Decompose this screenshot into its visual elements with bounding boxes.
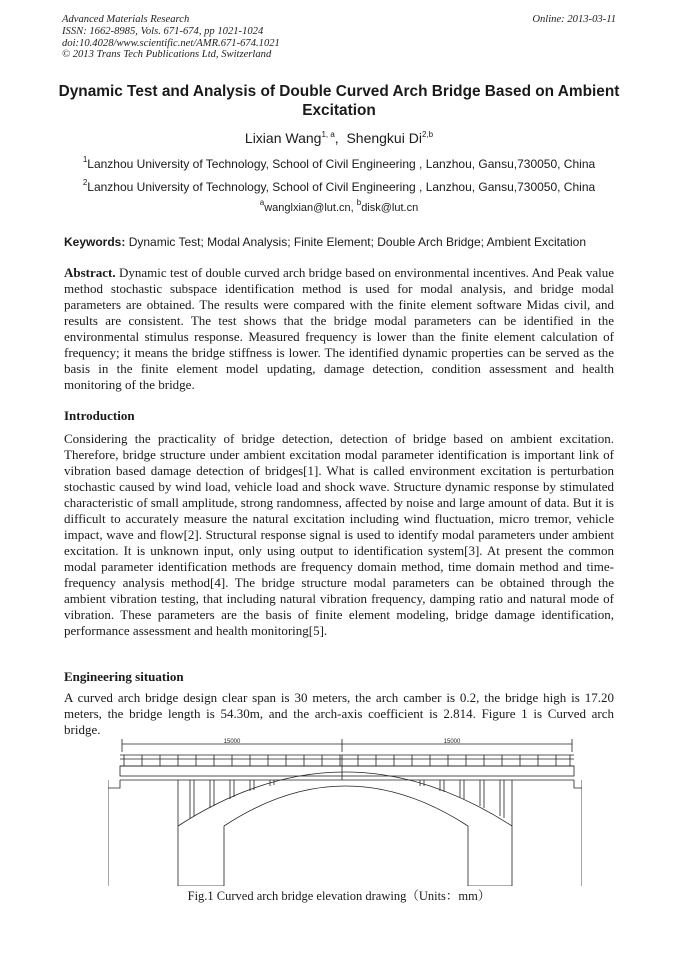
abstract-label: Abstract.: [64, 265, 116, 280]
abstract-text: Dynamic test of double curved arch bridge based on environmental incentives. And Peak value method stochastic subspace identification method is used for modal analysis, and bridge modal parameters are obtained. The results were compared with the finite element software Midas civil, and results are consistent. The test shows that the bridge modal parameters can be identified in the environmental stimulus response. Measured frequency is lower than the finite element calculation of frequency; it means the bridge stiffness is lower. The identified dynamic properties can be served as the basis in the finite element model updating, damage detection, condition assessment and health monitoring of the bridge.: [64, 265, 614, 392]
affiliation-1: [0, 157, 678, 171]
email-sup: b: [356, 198, 362, 207]
journal-header: [62, 14, 280, 61]
email-line: [0, 198, 678, 215]
keywords-line: [64, 235, 620, 249]
abstract: [64, 265, 614, 393]
right-abutment-top: [574, 780, 582, 788]
copyright-line: © 2013 Trans Tech Publications Ltd, Switzerland: [62, 49, 272, 61]
journal-name: Advanced Materials Research: [62, 14, 190, 25]
bridge-elevation-drawing: [108, 738, 582, 886]
author-name: Shengkui Di: [346, 130, 422, 146]
dimension-label-left: 15000: [223, 739, 241, 745]
arch-intrados: [224, 786, 468, 826]
author-list: [0, 129, 678, 147]
paper-title: Dynamic Test and Analysis of Double Curved Arch Bridge Based on Ambient Excitation: [58, 83, 620, 119]
bridge-deck: [120, 766, 574, 776]
online-date: Online: 2013-03-11: [532, 14, 616, 25]
email-address[interactable]: wanglxian@lut.cn,: [264, 202, 357, 214]
section-heading-engineering: Engineering situation: [64, 669, 184, 684]
affiliation-2: [0, 180, 678, 194]
section-body-engineering: A curved arch bridge design clear span is 30 meters, the arch camber is 0.2, the bridge high is 17.20 meters, the bridge length is 54.30m, and the arch-axis coefficient is 2.814. Figure 1 is Curved arch bridge.: [64, 690, 614, 737]
figure-caption: Fig.1 Curved arch bridge elevation drawing（Units：mm）: [187, 889, 491, 903]
affiliation-text: Lanzhou University of Technology, School of Civil Engineering , Lanzhou, Gansu,730050, China: [87, 180, 596, 194]
affiliation-sup: 2: [82, 178, 88, 187]
author-sup: 2,b: [421, 130, 434, 139]
affiliation-text: Lanzhou University of Technology, School of Civil Engineering , Lanzhou, Gansu,730050, China: [87, 157, 596, 171]
email-sup: a: [259, 198, 265, 207]
keywords-text: Dynamic Test; Modal Analysis; Finite Element; Double Arch Bridge; Ambient Excitation: [128, 235, 587, 249]
right-pier: [468, 780, 512, 886]
left-abutment-top: [108, 780, 120, 788]
left-pier: [178, 780, 224, 886]
keywords-label: Keywords:: [64, 235, 126, 249]
section-heading-introduction: Introduction: [64, 408, 135, 423]
email-address[interactable]: disk@lut.cn: [361, 202, 419, 214]
author-name: Lixian Wang: [244, 130, 322, 146]
doi-line: doi:10.4028/www.scientific.net/AMR.671-674.1021: [62, 37, 280, 49]
affiliation-sup: 1: [82, 155, 88, 164]
author-separator: ,: [334, 130, 347, 146]
issn-line: ISSN: 1662-8985, Vols. 671-674, pp 1021-1024: [62, 25, 264, 37]
railing-posts: [124, 755, 570, 766]
author-sup: 1, a: [321, 130, 335, 139]
section-body-introduction: Considering the practicality of bridge detection, detection of bridge based on ambient excitation. Therefore, bridge structure under ambient excitation modal parameter identification is important link of vibration based damage detection of bridges[1]. What is called environment excitation is perturbation stochastic caused by wind load, vehicle load and shock wave. Structure dynamic response by stimulated characteristic of small amplitude, strong randomness, affected by noise and large amount of data. But it is difficult to accurately measure the natural excitation including wind fluctuation, micro tremor, vehicle impact, wave and flow[2]. Structural response signal is used to identify modal parameters under ambient excitation. It is unknown input, only using output to identification system[3]. At present the common modal parameter identification methods are frequency domain method, time domain method and time-frequency analysis method[4]. The bridge structure modal parameters can be obtained through the ambient vibration testing, that including natural vibration frequency, damping ratio and natural mode of vibration. These parameters are the basis of finite element modeling, bridge damage identification, performance assessment and health monitoring[5].: [64, 431, 614, 638]
dimension-label-right: 15000: [443, 739, 461, 745]
bridge-figure: [108, 738, 582, 886]
